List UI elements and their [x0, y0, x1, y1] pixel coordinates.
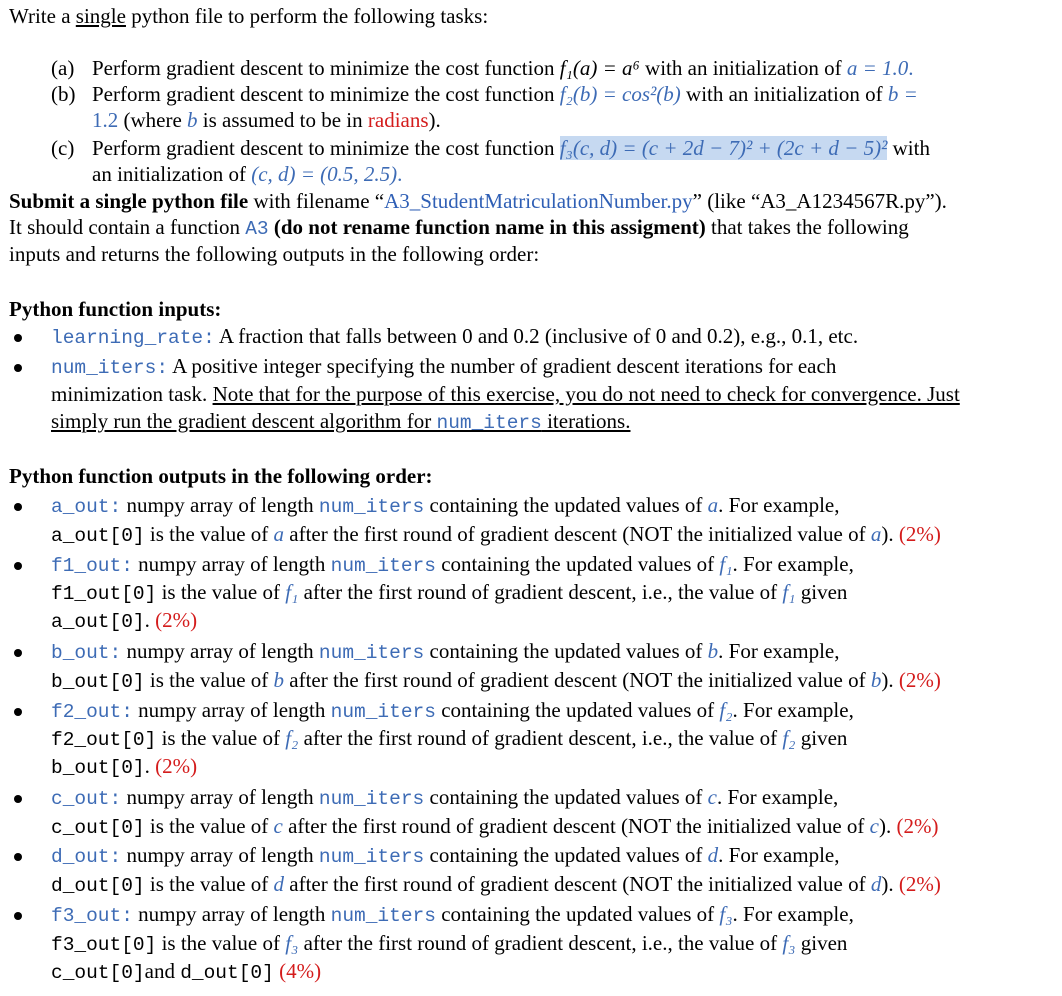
task-c-text: Perform gradient descent to minimize the cost function [92, 136, 560, 160]
output-points: (4%) [279, 959, 322, 983]
task-c-init-text: an initialization of [92, 162, 252, 186]
task-c-with: with [887, 136, 930, 160]
output-points: (2%) [898, 522, 941, 546]
task-a-init: a = 1.0 [846, 56, 909, 80]
task-c-label: (c) [51, 136, 75, 160]
task-b-text: Perform gradient descent to minimize the cost function [92, 82, 560, 106]
task-a-func: f₁(a) = a⁶ [559, 56, 640, 80]
output-points: (2%) [898, 668, 941, 692]
output-text: . [144, 754, 150, 778]
task-b-radians: radians [367, 108, 429, 132]
output-name: b_out: [51, 642, 122, 664]
output-code: a_out[0] [51, 611, 145, 633]
input-ni-pre: minimization task. [51, 382, 213, 406]
task-c-line2 [92, 161, 402, 187]
output-name: f1_out: [51, 555, 133, 577]
output-text: containing the updated values of [435, 902, 720, 926]
output-code: b_out[0] [51, 671, 145, 693]
output-code: f2_out[0] [51, 729, 157, 751]
output-text: numpy array of length [121, 493, 319, 517]
submit-line2-post: that takes the following [705, 215, 909, 239]
output-var: f₃ [782, 931, 796, 955]
bullet [14, 795, 22, 803]
output-code: b_out[0] [51, 757, 145, 779]
output-text: containing the updated values of [424, 639, 708, 663]
output-code: c_out[0] [51, 817, 145, 839]
submit-func-name: A3 [245, 218, 269, 240]
task-b-note-end: ). [428, 108, 441, 132]
output-name: d_out: [51, 846, 122, 868]
output-text: containing the updated values of [424, 843, 708, 867]
output-text: is the value of [156, 580, 286, 604]
output-f1-out-line2 [51, 579, 847, 607]
output-f1-out [51, 551, 854, 579]
output-text: numpy array of length [121, 843, 319, 867]
task-b-note: (where [118, 108, 188, 132]
output-text: is the value of [144, 872, 274, 896]
output-var: a [273, 522, 285, 546]
output-var: b [273, 668, 285, 692]
output-name: c_out: [51, 788, 122, 810]
output-text: numpy array of length [132, 902, 331, 926]
output-f2-out-line3 [51, 753, 197, 781]
task-b-line2 [92, 107, 441, 133]
output-text: after the first round of gradient descent (NOT the initialized value of [284, 872, 871, 896]
output-text: . [144, 608, 150, 632]
output-text: ). [881, 522, 894, 546]
input-ni-code: num_iters [436, 412, 542, 434]
input-lr-name: learning_rate: [51, 327, 215, 349]
output-var: b [870, 668, 882, 692]
input-lr-desc: A fraction that falls between 0 and 0.2 (inclusive of 0 and 0.2), e.g., 0.1, etc. [214, 324, 859, 348]
submit-filename: A3_StudentMatriculationNumber.py [384, 189, 693, 213]
bullet [14, 853, 22, 861]
task-a-init-text: with an initialization of [639, 56, 847, 80]
output-var: d [273, 872, 285, 896]
output-code: num_iters [318, 846, 425, 868]
task-b-init: b = [887, 82, 918, 106]
output-text: containing the updated values of [424, 493, 708, 517]
output-text: containing the updated values of [435, 552, 720, 576]
task-b [92, 81, 918, 107]
output-points: (2%) [898, 872, 941, 896]
intro-line [9, 3, 488, 29]
output-var: f₂ [782, 726, 796, 750]
output-code: f1_out[0] [51, 583, 157, 605]
output-points: (2%) [896, 814, 939, 838]
output-var: c [273, 814, 283, 838]
output-var: f₃ [719, 902, 733, 926]
task-c-end: . [397, 162, 403, 186]
output-f2-out [51, 697, 854, 725]
output-text: . For example, [718, 639, 840, 663]
task-a-end: . [908, 56, 914, 80]
task-a [92, 55, 914, 81]
output-var: d [870, 872, 882, 896]
output-code: num_iters [318, 788, 425, 810]
output-text: containing the updated values of [435, 698, 720, 722]
output-text: numpy array of length [132, 698, 331, 722]
output-text: ). [879, 814, 892, 838]
output-var: f₂ [719, 698, 733, 722]
task-b-note-var: b [187, 108, 198, 132]
output-text: . For example, [732, 552, 854, 576]
output-var: f₁ [719, 552, 733, 576]
output-var: a [870, 522, 882, 546]
output-code: num_iters [318, 496, 425, 518]
output-text: numpy array of length [121, 785, 319, 809]
output-b-out-line2 [51, 667, 941, 695]
output-var: f₂ [285, 726, 299, 750]
input-ni-note2: simply run the gradient descent algorithm for [51, 409, 437, 433]
input-ni-note: Note that for the purpose of this exercise, you do not need to check for convergence. Just [212, 382, 960, 406]
input-ni-end: iterations. [541, 409, 631, 433]
output-var: d [707, 843, 719, 867]
bullet [14, 562, 22, 570]
input-num-iters-line2 [51, 381, 960, 407]
output-code: f3_out[0] [51, 934, 157, 956]
output-var: f₁ [782, 580, 796, 604]
bullet [14, 503, 22, 511]
output-text: given [795, 931, 848, 955]
output-points: (2%) [155, 754, 198, 778]
outputs-heading-text: Python function outputs in the following order: [9, 464, 433, 488]
intro-text-end: python file to perform the following tasks: [125, 4, 489, 28]
output-d-out-line2 [51, 871, 941, 899]
output-code: num_iters [330, 701, 436, 723]
bullet [14, 708, 22, 716]
output-text: is the value of [144, 522, 274, 546]
output-text: is the value of [156, 931, 286, 955]
output-name: f3_out: [51, 905, 133, 927]
submit-line2 [9, 214, 909, 242]
output-text: given [795, 580, 848, 604]
output-text: is the value of [144, 668, 274, 692]
output-text: numpy array of length [132, 552, 331, 576]
input-ni-desc: A positive integer specifying the number of gradient descent iterations for each [168, 354, 837, 378]
output-a-out-line2 [51, 521, 941, 549]
submit-mid: with filename “ [248, 189, 385, 213]
output-b-out [51, 638, 839, 666]
output-name: a_out: [51, 496, 122, 518]
task-c-func: f₃(c, d) = (c + 2d − 7)² + (2c + d − 5)² [559, 136, 888, 160]
output-text: after the first round of gradient descent, i.e., the value of [298, 931, 783, 955]
output-var: c [869, 814, 879, 838]
output-name: f2_out: [51, 701, 133, 723]
task-c [92, 135, 930, 161]
output-f3-out [51, 901, 854, 929]
output-f3-out-line2 [51, 930, 847, 958]
output-d-out [51, 842, 839, 870]
output-text: is the value of [144, 814, 274, 838]
output-var: b [707, 639, 719, 663]
inputs-heading-text: Python function inputs: [9, 297, 222, 321]
submit-bold: Submit a single python file [9, 189, 249, 213]
task-b-init-text: with an initialization of [680, 82, 888, 106]
bullet [14, 364, 22, 372]
output-code: d_out[0] [180, 962, 274, 984]
task-b-init-value: 1.2 [92, 108, 119, 132]
output-text: . For example, [732, 698, 854, 722]
output-text: ). [881, 872, 894, 896]
output-f3-out-line3 [51, 958, 321, 986]
output-text: containing the updated values of [424, 785, 708, 809]
output-c-out-line2 [51, 813, 938, 841]
output-text: . For example, [732, 902, 854, 926]
output-points: (2%) [155, 608, 198, 632]
output-text: . For example, [718, 843, 840, 867]
output-code: num_iters [330, 905, 436, 927]
input-ni-name: num_iters: [51, 357, 169, 379]
intro-single: single [75, 4, 126, 28]
input-num-iters-line3 [51, 408, 630, 436]
submit-line3: inputs and returns the following outputs in the following order: [9, 242, 540, 266]
output-code: c_out[0] [51, 962, 145, 984]
output-var: a [707, 493, 719, 517]
bullet [14, 334, 22, 342]
output-c-out [51, 784, 838, 812]
task-b-note-mid: is assumed to be in [197, 108, 368, 132]
output-var: c [707, 785, 717, 809]
output-f2-out-line2 [51, 725, 847, 753]
output-text: after the first round of gradient descent, i.e., the value of [298, 580, 783, 604]
output-f1-out-line3 [51, 607, 197, 635]
output-text: . For example, [717, 785, 839, 809]
submit-after: ” (like “A3_A1234567R.py”). [692, 189, 947, 213]
output-code: num_iters [330, 555, 436, 577]
inputs-heading [9, 296, 221, 322]
bullet [14, 649, 22, 657]
output-code: num_iters [318, 642, 425, 664]
task-a-label: (a) [51, 56, 75, 80]
submit-line2-bold: (do not rename function name in this assigment) [273, 215, 706, 239]
submit-line1 [9, 188, 947, 214]
bullet [14, 912, 22, 920]
outputs-heading [9, 463, 433, 489]
output-text: after the first round of gradient descent (NOT the initialized value of [282, 814, 870, 838]
output-var: f₃ [285, 931, 299, 955]
output-text: . For example, [718, 493, 840, 517]
task-b-label: (b) [51, 82, 76, 106]
output-text: is the value of [156, 726, 286, 750]
task-a-text: Perform gradient descent to minimize the cost function [92, 56, 560, 80]
output-text: ). [881, 668, 894, 692]
output-text: after the first round of gradient descent (NOT the initialized value of [284, 522, 871, 546]
task-c-init: (c, d) = (0.5, 2.5) [251, 162, 398, 186]
task-b-func: f₂(b) = cos²(b) [559, 82, 681, 106]
output-code: a_out[0] [51, 525, 145, 547]
output-code: d_out[0] [51, 875, 145, 897]
output-text: and [144, 959, 175, 983]
output-text: given [795, 726, 848, 750]
intro-text: Write a [9, 4, 76, 28]
output-a-out [51, 492, 839, 520]
output-text: after the first round of gradient descent (NOT the initialized value of [284, 668, 871, 692]
output-text: numpy array of length [121, 639, 319, 663]
submit-line2-pre: It should contain a function [9, 215, 246, 239]
output-text: after the first round of gradient descent, i.e., the value of [298, 726, 783, 750]
input-learning-rate [51, 323, 858, 351]
output-var: f₁ [285, 580, 299, 604]
input-num-iters [51, 353, 836, 381]
